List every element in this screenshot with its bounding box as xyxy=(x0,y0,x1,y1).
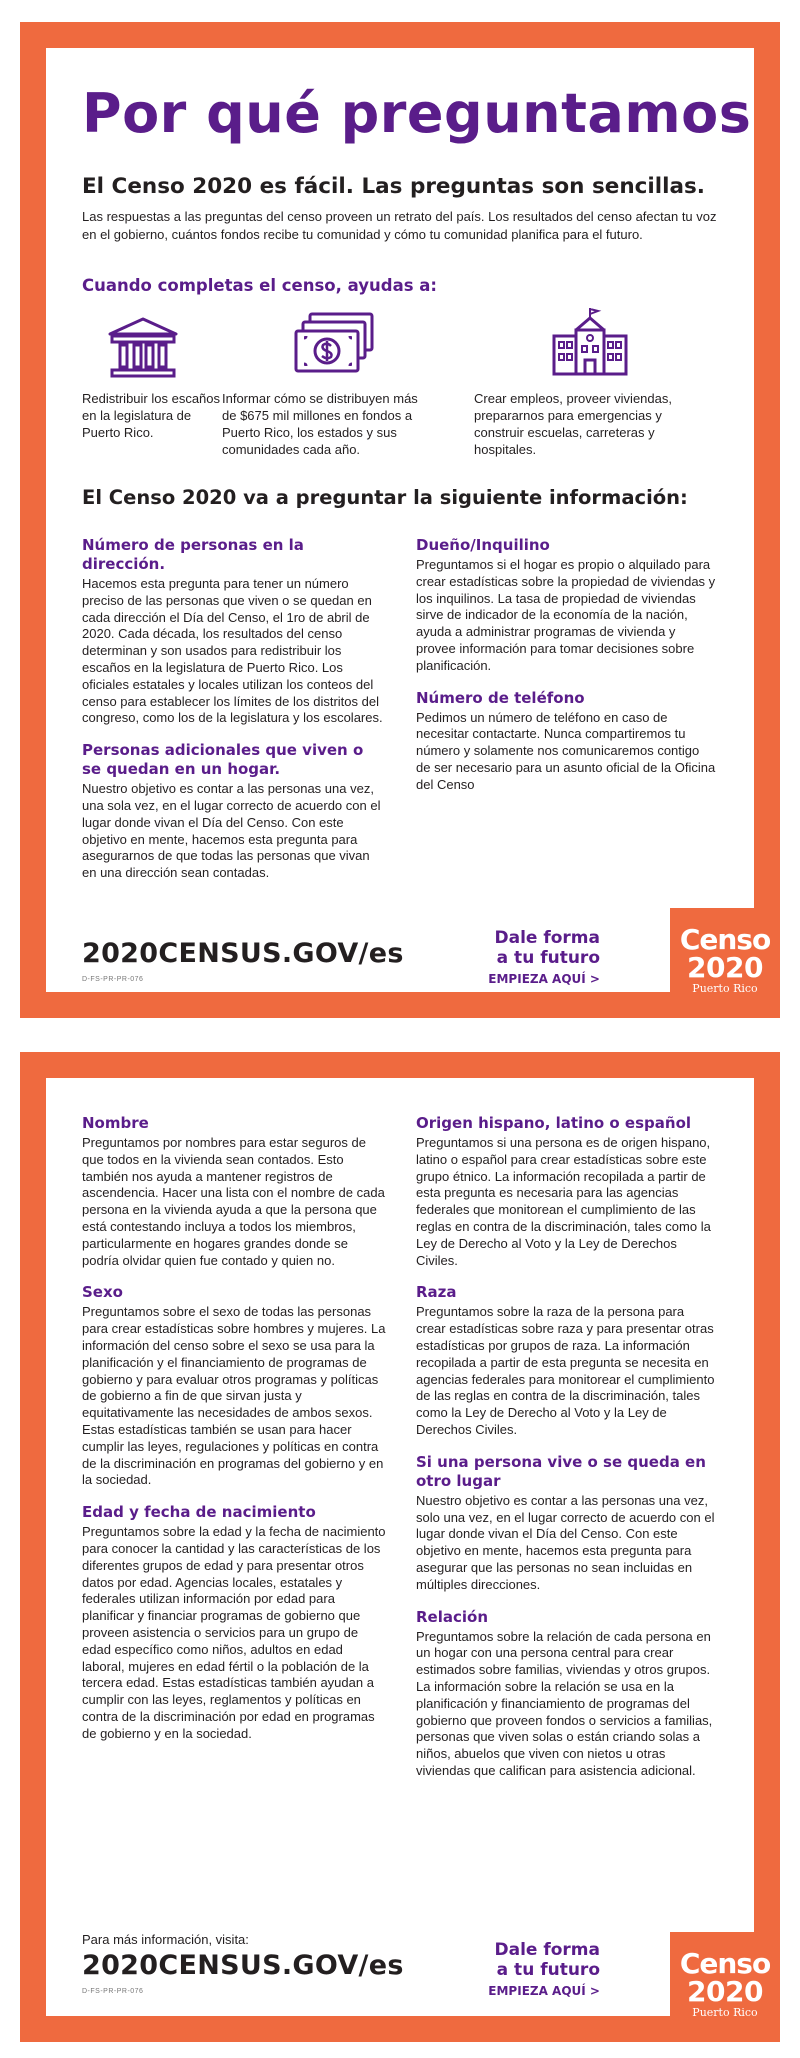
benefit-text-1: Redistribuir los escaños en la legislatura de Puerto Rico. xyxy=(82,391,221,440)
money-icon xyxy=(292,310,376,380)
helps-heading: Cuando completas el censo, ayudas a: xyxy=(82,276,438,295)
page-one-frame xyxy=(20,22,780,1018)
census-url[interactable]: 2020CENSUS.GOV/es xyxy=(82,1950,404,1981)
item-title: Sexo xyxy=(82,1283,123,1302)
tagline-line-1: Dale forma xyxy=(494,1940,600,1960)
item-title: Dueño/Inquilino xyxy=(416,536,550,554)
logo-place: Puerto Rico xyxy=(692,2006,758,2019)
left-column xyxy=(82,536,387,896)
item-title: Edad y fecha de nacimiento xyxy=(82,1503,316,1522)
right-column xyxy=(416,1114,716,1794)
item-title: Relación xyxy=(416,1607,489,1626)
start-here-link[interactable]: EMPIEZA AQUÍ > xyxy=(488,972,600,986)
census-logo xyxy=(670,908,780,1018)
item-title: Número de personas en la dirección. xyxy=(82,536,304,573)
item-title: Número de teléfono xyxy=(416,688,585,707)
more-info-label: Para más información, visita: xyxy=(82,1932,249,1947)
logo-censo: Censo xyxy=(679,1947,771,1980)
item-body: Pedimos un número de teléfono en caso de necesitar contactarte. Nunca compartiremos tu número y solamente nos comunicaremos contigo de ser necesario para un asunto oficial de la Oficina del Censo xyxy=(416,709,716,792)
item-body: Nuestro objetivo es contar a las personas una vez, solo una vez, en el lugar correcto de acuerdo con el lugar donde vivan el Día del Censo. Con este objetivo en mente, hacemos esta pregunta para asegurar que las personas no sean incluidas en múltiples direcciones. xyxy=(416,1492,715,1592)
tagline xyxy=(488,1940,600,1998)
item-body: Preguntamos sobre la relación de cada persona en un hogar con una persona central para crear estimados sobre familias, viviendas y otros grupos. La información sobre la relación se usa en la planificación y financiamiento de programas del gobierno que proveen fondos o servicios a familias, personas que viven solas o están criando solas a niños, abuelos que viven con nietos u otras viviendas que califican para asistencia adicional. xyxy=(416,1628,713,1778)
right-column xyxy=(416,536,716,808)
item-title: Origen hispano, latino o español xyxy=(416,1114,692,1132)
item-title: Nombre xyxy=(82,1114,149,1132)
item-body: Preguntamos por nombres para estar seguros de que todos en la vivienda sean contados. Esto también nos ayuda a mantener registros de ascendencia. Hacer una lista con el nombre de cada persona en la vivienda ayuda a que la persona que está contestando incluya a todos los miembros, particularmente en hogares grandes donde se podría olvidar quien fue contado y quien no. xyxy=(82,1135,385,1268)
item-body: Preguntamos sobre el sexo de todas las personas para crear estadísticas sobre hombres y mujeres. La información del censo sobre el sexo se usa para la planificación y el financiamiento de programas de gobierno y para evaluar otros programas y políticas de gobierno a fin de que sirvan justa y equitativamente las necesidades de ambos sexos. Estas estadísticas también se usan para hacer cumplir las leyes, regulaciones y políticas en contra de la discriminación en programas del gobierno y en la sociedad. xyxy=(82,1304,386,1488)
left-column xyxy=(82,1114,387,1757)
document-code: D-FS-PR-PR-076 xyxy=(82,976,144,983)
tagline xyxy=(488,928,600,986)
census-logo xyxy=(670,1932,780,2042)
logo-year: 2020 xyxy=(687,951,763,984)
benefit-text-3: Crear empleos, proveer viviendas, prepararnos para emergencias y construir escuelas, carreteras y hospitales. xyxy=(474,391,672,457)
document-code: D-FS-PR-PR-076 xyxy=(82,1988,144,1995)
tagline-line-2: a tu futuro xyxy=(496,948,600,968)
page-title: Por qué preguntamos xyxy=(82,82,752,145)
logo-censo: Censo xyxy=(679,923,771,956)
intro-paragraph: Las respuestas a las preguntas del censo proveen un retrato del país. Los resultados del censo afectan tu voz en el gobierno, cuántos fondos recibe tu comunidad y cómo tu comunidad planifica para el futuro. xyxy=(82,209,717,242)
school-building-icon xyxy=(550,306,630,378)
logo-place: Puerto Rico xyxy=(692,982,758,995)
item-body: Preguntamos si el hogar es propio o alquilado para crear estadísticas sobre la propiedad de viviendas y los inquilinos. La tasa de propiedad de viviendas sirve de indicador de la economía de la nación, ayuda a administrar programas de vivienda y provee información para tomar decisiones sobre planificación. xyxy=(416,557,716,673)
item-body: Preguntamos sobre la raza de la persona para crear estadísticas sobre raza y para presentar otras estadísticas por grupos de raza. La información recopilada a partir de esta pregunta se necesita en agencias federales para monitorear el cumplimiento de las reglas en contra de la discriminación, tales como la Ley de Derecho al Voto y la Ley de Derechos Civiles. xyxy=(416,1304,715,1437)
benefit-text-2: Informar cómo se distribuyen más de $675 mil millones en fondos a Puerto Rico, los estados y sus comunidades cada año. xyxy=(222,391,418,457)
item-body: Hacemos esta pregunta para tener un número preciso de las personas que viven o se quedan en cada dirección el Día del Censo, el 1ro de abril de 2020. Cada década, los resultados del censo determinan y son usados para redistribuir los escaños en la legislatura de Puerto Rico. Los oficiales estatales y locales utilizan los conteos del censo para establecer los límites de los distritos del congreso, como los de la legislatura y los escolares. xyxy=(82,576,383,726)
section-heading: El Censo 2020 va a preguntar la siguiente información: xyxy=(82,486,688,509)
item-title: Personas adicionales que viven o se quedan en un hogar. xyxy=(82,741,364,779)
census-url[interactable]: 2020CENSUS.GOV/es xyxy=(82,938,404,969)
start-here-link[interactable]: EMPIEZA AQUÍ > xyxy=(488,1984,600,1998)
government-building-icon xyxy=(106,316,180,380)
page-two-content xyxy=(46,1078,754,2016)
page-two-frame xyxy=(20,1052,780,2042)
logo-year: 2020 xyxy=(687,1975,763,2008)
item-title: Si una persona vive o se queda en otro lugar xyxy=(416,1452,706,1490)
item-body: Preguntamos si una persona es de origen hispano, latino o español para crear estadísticas sobre este grupo étnico. La información recopilada a partir de esta pregunta es necesaria para las agencias federales que monitorean el cumplimiento de las reglas en contra de la discriminación, tales como la Ley de Derecho al Voto y la Ley de Derechos Civiles. xyxy=(416,1135,711,1268)
item-body: Nuestro objetivo es contar a las personas una vez, una sola vez, en el lugar correcto de acuerdo con el lugar donde vivan el Día del Censo. Con este objetivo en mente, hacemos esta pregunta para asegurarnos de que todas las personas que vivan en una dirección sean contadas. xyxy=(82,781,381,881)
item-title: Raza xyxy=(416,1283,457,1302)
page-one-content xyxy=(46,48,754,992)
page-subtitle: El Censo 2020 es fácil. Las preguntas son sencillas. xyxy=(82,174,705,199)
tagline-line-1: Dale forma xyxy=(494,928,600,948)
item-body: Preguntamos sobre la edad y la fecha de nacimiento para conocer la cantidad y las características de los diferentes grupos de edad y para presentar otros datos por edad. Agencias locales, estatales y federales utilizan información por edad para planificar y financiar programas de gobierno que proveen asistencia o servicios para un grupo de edad específico como niños, adultos en edad laboral, mujeres en edad fértil o la población de la tercera edad. Estas estadísticas también ayudan a cumplir con las leyes, reglamentos y políticas en contra de la discriminación por edad en programas de gobierno y en la sociedad. xyxy=(82,1524,386,1741)
tagline-line-2: a tu futuro xyxy=(496,1960,600,1980)
